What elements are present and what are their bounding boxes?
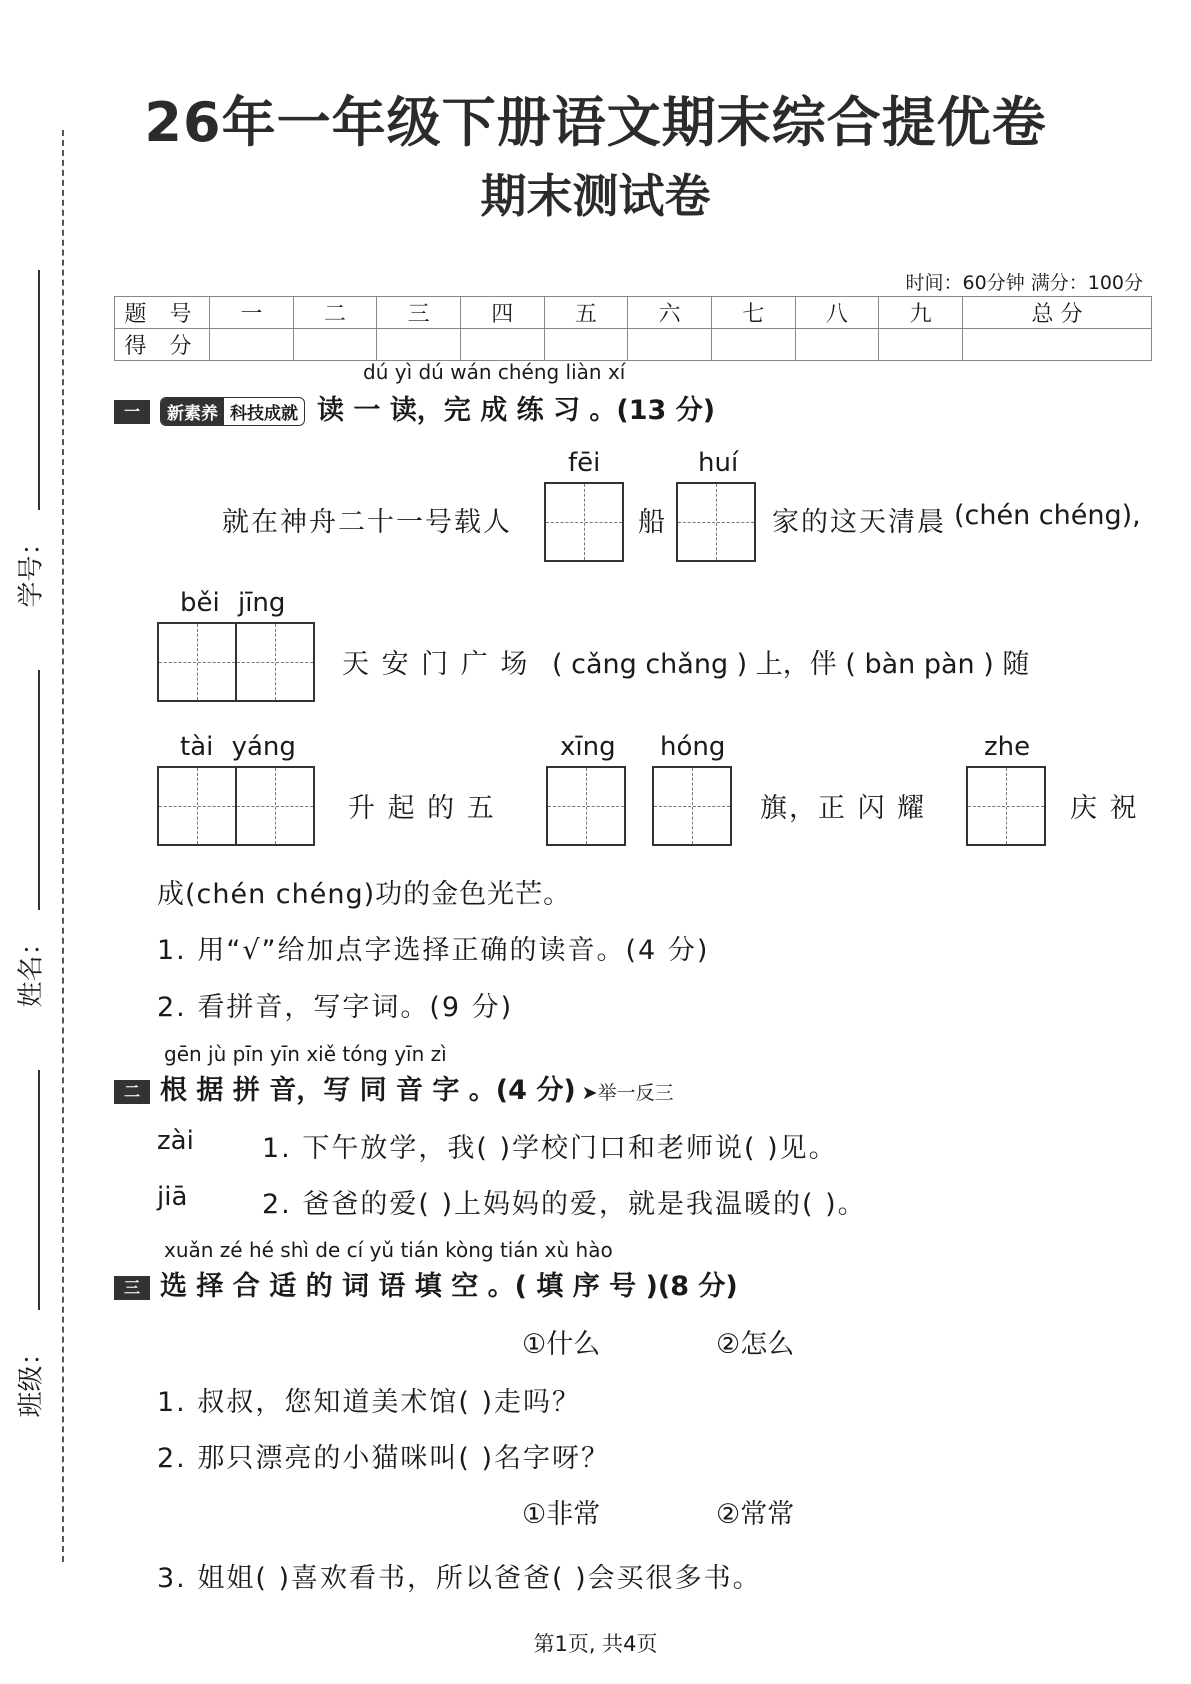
s3-question1: 1. 叔叔，您知道美术馆( )走吗？ [157,1387,581,1418]
s3-option-2b: ②常常 [716,1499,795,1530]
score-header-cell: 六 [628,297,712,329]
student-id-line [38,270,40,510]
s2-question2: 2. 爸爸的爱( )上妈妈的爱，就是我温暖的( )。 [262,1189,867,1220]
s1-question1: 1. 用“√”给加点字选择正确的读音。(4 分) [157,935,710,966]
section2-heading [114,1068,674,1107]
s3-option-1b: ②怎么 [716,1329,795,1360]
passage-line1-d: (chén chéng), [954,500,1141,531]
pinyin-zhe: zhe [984,732,1031,762]
exam-meta: 时间：60分钟 满分：100分 [905,272,1143,294]
score-input-cell[interactable] [711,329,795,361]
score-input-cell[interactable] [460,329,544,361]
passage-line2-a: 天 安 门 广 场 [342,649,530,680]
pinyin-taiyang: tài yáng [180,732,296,762]
pinyin-fei: fēi [568,448,601,478]
score-input-cell[interactable] [879,329,963,361]
writing-grid-xing[interactable] [546,766,624,850]
score-header-cell: 八 [795,297,879,329]
passage-line2-b: ( cǎng chǎng ) 上，伴 ( bàn pàn ) 随 [552,649,1030,680]
page-footer: 第1页, 共4页 [533,1632,658,1656]
score-row-label: 得 分 [115,329,210,361]
score-input-cell[interactable] [210,329,294,361]
section1-badge [160,397,305,426]
score-input-cell[interactable] [962,329,1151,361]
score-header-cell: 四 [460,297,544,329]
score-header-cell: 一 [210,297,294,329]
section3-number: 三 [114,1276,150,1300]
pinyin-hong: hóng [660,732,726,762]
page-title: 26年一年级下册语文期末综合提优卷 [144,91,1047,154]
section1-title: 读 一 读，完 成 练 习 。(13 分) [317,395,716,426]
writing-grid-taiyang[interactable] [157,766,313,850]
section3-title: 选 择 合 适 的 词 语 填 空 。( 填 序 号 )(8 分) [160,1271,738,1302]
score-header-cell: 题 号 [115,297,210,329]
section1-number: 一 [114,400,150,424]
score-input-cell[interactable] [293,329,377,361]
badge-tech: 科技成就 [230,404,298,424]
writing-grid-zhe[interactable] [966,766,1044,850]
score-input-cell[interactable] [628,329,712,361]
pinyin-xing: xīng [560,732,616,762]
section2-tag: ➤举一反三 [581,1082,674,1104]
s1-question2: 2. 看拼音，写字词。(9 分) [157,992,514,1023]
score-header-row [115,297,1152,329]
section3-heading [114,1264,738,1303]
writing-grid-hui[interactable] [676,482,754,566]
class-line [38,1070,40,1310]
s3-question2: 2. 那只漂亮的小猫咪叫( )名字呀？ [157,1443,610,1474]
s3-question3: 3. 姐姐( )喜欢看书，所以爸爸( )会买很多书。 [157,1563,762,1594]
score-input-cell[interactable] [795,329,879,361]
page-subtitle: 期末测试卷 [480,169,711,223]
badge-new-literacy: 新素养 [161,398,224,425]
score-input-cell[interactable] [377,329,461,361]
section1-title-pinyin: dú yì dú wán chéng liàn xí [363,360,626,384]
score-header-cell: 七 [711,297,795,329]
section2-number: 二 [114,1080,150,1104]
section1-heading [114,388,715,427]
section3-title-pinyin: xuǎn zé hé shì de cí yǔ tián kòng tián xù hào [164,1238,613,1262]
passage-line1-b: 船 [638,507,667,538]
passage-line1-c: 家的这天清晨 [772,507,946,538]
score-table [114,296,1152,361]
score-header-cell: 五 [544,297,628,329]
passage-line4: 成(chén chéng)功的金色光芒。 [157,879,572,910]
binding-dashed-line [62,130,64,1562]
passage-line3-a: 升 起 的 五 [348,793,496,824]
s2-pinyin-jia: jiā [157,1182,188,1212]
score-value-row [115,329,1152,361]
name-label: 姓名： [16,929,47,1008]
section2-title: 根 据 拼 音，写 同 音 字 。(4 分) [160,1075,576,1106]
writing-grid-beijing[interactable] [157,622,313,706]
score-header-cell: 九 [879,297,963,329]
score-header-cell: 总 分 [962,297,1151,329]
name-line [38,670,40,910]
s3-option-2a: ①非常 [522,1499,601,1530]
section2-title-pinyin: gēn jù pīn yīn xiě tóng yīn zì [164,1042,447,1066]
score-header-cell: 三 [377,297,461,329]
student-id-label: 学号： [16,529,47,608]
passage-line3-b: 旗，正 闪 耀 [760,793,927,824]
passage-line1-a: 就在神舟二十一号载人 [222,507,512,538]
score-header-cell: 二 [293,297,377,329]
passage-line3-c: 庆 祝 [1070,793,1139,824]
writing-grid-hong[interactable] [652,766,730,850]
writing-grid-fei[interactable] [544,482,622,566]
s2-pinyin-zai: zài [157,1126,194,1156]
s3-option-1a: ①什么 [522,1329,601,1360]
s2-question1: 1. 下午放学，我( )学校门口和老师说( )见。 [262,1133,838,1164]
pinyin-beijing: běi jīng [180,588,286,618]
score-input-cell[interactable] [544,329,628,361]
class-label: 班级： [16,1339,47,1418]
pinyin-hui: huí [698,448,739,478]
